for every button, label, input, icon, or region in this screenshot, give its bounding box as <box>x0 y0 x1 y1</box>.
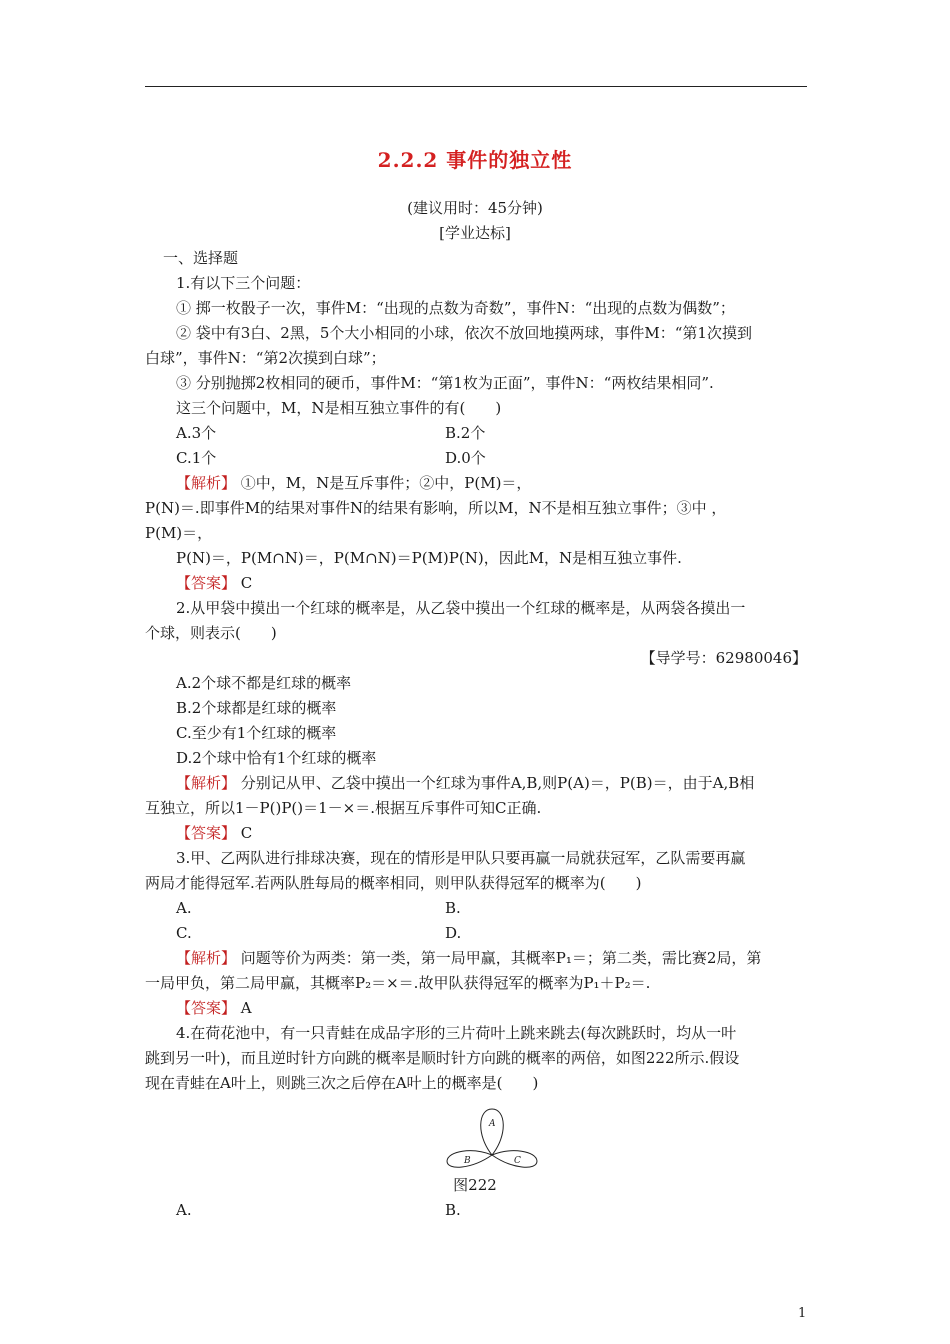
q4-stem-1: 4.在荷花池中，有一只青蛙在成品字形的三片荷叶上跳来跳去(每次跳跃时，均从一叶 <box>176 1024 737 1042</box>
leaf-c-label: C <box>514 1156 521 1166</box>
leaf-a-label: A <box>489 1119 496 1129</box>
q2-option-b: B.2个球都是红球的概率 <box>176 699 337 717</box>
q1-analysis-text-2: P(N)＝.即事件M的结果对事件N的结果有影响，所以M，N不是相互独立事件；③中 ， <box>145 499 727 517</box>
q3-stem-1: 3.甲、乙两队进行排球决赛，现在的情形是甲队只要再赢一局就获冠军，乙队需要再赢 <box>176 849 746 867</box>
q4-stem-3: 现在青蛙在A叶上，则跳三次之后停在A叶上的概率是( ) <box>145 1074 539 1092</box>
q1-item-3: ③ 分别抛掷2枚相同的硬币，事件M：“第1枚为正面”，事件N：“两枚结果相同”. <box>176 374 714 392</box>
q2-option-a: A.2个球不都是红球的概率 <box>176 674 352 692</box>
q3-answer-value: A <box>236 999 252 1017</box>
q1-item-1: ① 掷一枚骰子一次，事件M：“出现的点数为奇数”，事件N：“出现的点数为偶数”； <box>176 299 735 317</box>
q3-analysis-text-1: 问题等价为两类：第一类，第一局甲赢，其概率P₁＝；第二类，需比赛2局，第 <box>236 949 762 967</box>
q3-option-d: D. <box>445 924 462 942</box>
q2-option-d: D.2个球中恰有1个红球的概率 <box>176 749 377 767</box>
q3-answer <box>176 998 252 1018</box>
q2-stem-1: 2.从甲袋中摸出一个红球的概率是，从乙袋中摸出一个红球的概率是，从两袋各摸出一 <box>176 599 746 617</box>
q2-answer-value: C <box>236 824 253 842</box>
q2-guide-number: 【导学号：62980046】 <box>640 649 807 667</box>
page-number: 1 <box>798 1306 807 1321</box>
q4-stem-2: 跳到另一叶)，而且逆时针方向跳的概率是顺时针方向跳的概率的两倍，如图222所示.假设 <box>145 1049 740 1067</box>
page-title: 2.2.2 事件的独立性 <box>377 148 573 172</box>
q1-ask: 这三个问题中，M，N是相互独立事件的有( ) <box>176 399 502 417</box>
section-label: [学业达标] <box>439 224 511 242</box>
q4-option-a: A. <box>176 1201 192 1219</box>
leaf-a-outline <box>481 1109 504 1155</box>
q1-option-c: C.1个 <box>176 449 217 467</box>
leaf-b-label: B <box>464 1156 471 1166</box>
q3-option-a: A. <box>176 899 192 917</box>
q2-answer <box>176 823 252 843</box>
q3-analysis <box>176 948 761 968</box>
q1-answer <box>176 573 252 593</box>
q3-analysis-text-2: 一局甲负，第二局甲赢，其概率P₂＝×＝.故甲队获得冠军的概率为P₁＋P₂＝. <box>145 974 651 992</box>
q1-option-b: B.2个 <box>445 424 486 442</box>
answer-tag: 【答案】 <box>176 824 237 842</box>
q1-option-d: D.0个 <box>445 449 486 467</box>
part-heading: 一、选择题 <box>163 249 239 267</box>
analysis-tag: 【解析】 <box>176 774 237 792</box>
time-note: (建议用时：45分钟) <box>407 199 543 217</box>
q2-analysis-text-2: 互独立，所以1－P()P()＝1－×＝.根据互斥事件可知C正确. <box>145 799 542 817</box>
header-rule <box>145 86 807 87</box>
q1-analysis <box>176 473 531 493</box>
figure-caption: 图222 <box>453 1176 497 1194</box>
q1-option-a: A.3个 <box>176 424 217 442</box>
q4-option-b: B. <box>445 1201 461 1219</box>
q3-stem-2: 两局才能得冠军.若两队胜每局的概率相同，则甲队获得冠军的概率为( ) <box>145 874 642 892</box>
q1-stem: 1.有以下三个问题： <box>176 274 311 292</box>
q1-analysis-text-1: ①中，M，N是互斥事件；②中，P(M)＝， <box>236 474 532 492</box>
q3-option-c: C. <box>176 924 192 942</box>
q1-answer-value: C <box>236 574 253 592</box>
answer-tag: 【答案】 <box>176 999 237 1017</box>
q3-option-b: B. <box>445 899 461 917</box>
q1-analysis-text-4: P(N)＝，P(M∩N)＝，P(M∩N)＝P(M)P(N)，因此M，N是相互独立事件. <box>176 549 682 567</box>
q1-item-2-cont: 白球”，事件N：“第2次摸到白球”； <box>145 349 386 367</box>
q1-analysis-text-3: P(M)＝， <box>145 524 213 542</box>
q2-analysis-text-1: 分别记从甲、乙袋中摸出一个红球为事件A,B,则P(A)＝，P(B)＝，由于A,B相 <box>236 774 755 792</box>
answer-tag: 【答案】 <box>176 574 237 592</box>
q2-stem-2: 个球，则表示( ) <box>145 624 277 642</box>
analysis-tag: 【解析】 <box>176 474 237 492</box>
q2-analysis <box>176 773 754 793</box>
q2-option-c: C.至少有1个红球的概率 <box>176 724 337 742</box>
lily-pad-figure <box>442 1105 542 1171</box>
q1-item-2: ② 袋中有3白、2黑，5个大小相同的小球，依次不放回地摸两球，事件M：“第1次摸到 <box>176 324 752 342</box>
analysis-tag: 【解析】 <box>176 949 237 967</box>
